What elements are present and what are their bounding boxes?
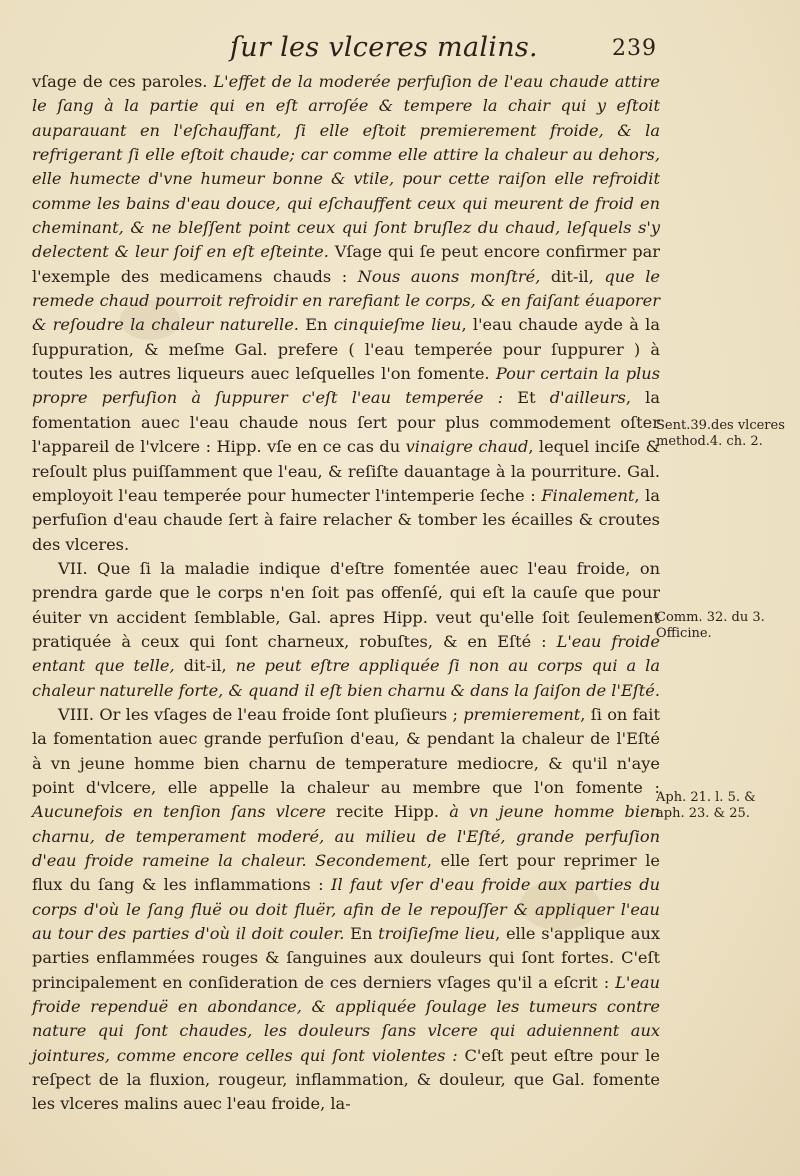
text-run: VIII. Or les vſages de l'eau froide ſont pluſieurs ; <box>58 704 464 724</box>
italic-run: Nous auons monſtré, <box>357 266 541 286</box>
italic-run: que le remede chaud pourroit refroidir en rarefiant le corps, & en faiſant éuaporer & reſoudre la chaleur naturelle. <box>32 266 660 335</box>
running-title: ſur les vlceres malins. <box>230 32 538 63</box>
italic-run: premierement <box>463 704 581 724</box>
italic-run: cinquieſme lieu <box>333 315 462 335</box>
margin-note: Sent.39.des vlceres method.4. ch. 2. <box>656 418 785 449</box>
text-run: , la fomentation auec l'eau chaude nous ſert pour plus commodement oſter l'appareil de l'vlcere : Hipp. vſe en ce cas du <box>32 388 660 457</box>
italic-run: vinaigre chaud <box>405 437 529 457</box>
text-run: En <box>298 315 334 335</box>
italic-run: troiſieſme lieu <box>378 924 496 944</box>
italic-run: L'eau froide entant que telle, <box>32 631 660 676</box>
text-run: , ſi on fait la fomentation auec grande perfuſion d'eau, & pendant la chaleur de l'Eſté à vn jeune homme bien charnu de temperature mediocre, & qu'il n'aye point d'vlcere, elle appelle la chaleur au membre que l'on fomente : <box>32 704 660 797</box>
italic-run: Il faut vſer d'eau froide aux parties du corps d'où le ſang fluë ou doit fluër, afin de le repouſſer & appliquer l'eau au tour des parties d'où il doit couler. <box>32 875 661 944</box>
paragraph <box>32 70 660 557</box>
text-run: recite Hipp. <box>325 802 450 822</box>
paragraph <box>32 557 660 703</box>
paragraph <box>32 703 660 1117</box>
body-text <box>32 70 660 1117</box>
italic-run: ne peut eſtre appliquée ſi non au corps qui a la chaleur naturelle forte, & quand il eſt bien charnu & dans la ſaiſon de l'Eſté. <box>32 656 660 700</box>
text-run: dit-il, <box>174 656 236 676</box>
text-run: , l'eau chaude ayde à la ſuppuration, & meſme Gal. prefere ( l'eau temperée pour ſuppurer ) à toutes les autres liqueurs auec leſquelles l'on fomente. <box>32 315 660 384</box>
italic-run: d'ailleurs <box>549 388 626 408</box>
margin-note: Comm. 32. du 3. Officine. <box>656 610 765 641</box>
text-run: Vſage qui ſe peut encore confirmer par l'exemple des medicamens chauds : <box>32 242 660 286</box>
text-run: , la perfuſion d'eau chaude ſert à faire relacher & tomber les écailles & croutes des vlceres. <box>32 485 660 554</box>
page-number: 239 <box>612 36 657 61</box>
italic-run: Aucunefois en tenſion ſans vlcere <box>32 802 326 822</box>
text-run: C'eſt peut eſtre pour le reſpect de la fluxion, rougeur, inflammation, & douleur, que Gal. fomente les vlceres malins auec l'eau froide, la- <box>32 1045 660 1114</box>
text-run: Et <box>503 388 550 408</box>
text-run: VII. Que ſi la maladie indique d'eſtre fomentée auec l'eau froide, on prendra garde que le corps n'en ſoit pas offenſé, qui eſt la cauſe que pour éuiter vn accident ſemblable, Gal. apres Hipp. veut qu'elle ſoit ſeulement pratiquée à ceux qui ſont charneux, robuſtes, & en Eſté : <box>32 558 660 651</box>
page-header <box>0 32 800 72</box>
text-run: , elle ſert pour reprimer le flux du ſang & les inflammations : <box>32 851 660 895</box>
text-run: , lequel inciſe & reſoult plus puiſſamment que l'eau, & reſiſte dauantage à la pourriture. Gal. employoit l'eau temperée pour humecter l'intemperie ſeche : <box>32 437 660 505</box>
text-run: En <box>344 924 379 944</box>
italic-run: Finalement <box>541 485 635 505</box>
italic-run: à vn jeune homme bien charnu, de temperament moderé, au milieu de l'Eſté, grande perfuſion d'eau froide rameine la chaleur. Secondement <box>32 802 661 870</box>
italic-run: Pour certain la plus propre perfuſion à ſuppurer c'eſt l'eau temperée : <box>32 364 660 408</box>
italic-run: L'effet de la moderée perfuſion de l'eau chaude attire le ſang à la partie qui en eſt arroſée & tempere la chair qui y eſtoit auparauant en l'eſchauffant, ſi elle eſtoit premierement froide, & la refrigerant ſi elle eſtoit chaude; car comme elle attire la chaleur au dehors, elle humecte d'vne humeur bonne & vtile, pour cette raiſon elle refroidit comme les bains d'eau douce, qui eſchauffent ceux qui meurent de froid en cheminant, & ne bleſſent point ceux qui ſont bruſlez du chaud, leſquels s'y delectent & leur ſoif en eſt eſteinte. <box>32 72 660 262</box>
italic-run: L'eau froide rependuë en abondance, & appliquée ſoulage les tumeurs contre nature qui ſont chaudes, les douleurs ſans vlcere qui aduiennent aux jointures, comme encore celles qui ſont violentes : <box>32 972 660 1065</box>
text-run: dit-il, <box>540 266 605 286</box>
text-run: vſage de ces paroles. <box>32 72 214 91</box>
text-run: , elle s'applique aux parties enflammées rouges & ſanguines aux douleurs qui ſont fortes. C'eſt principalement en conſideration de ces derniers vſages qu'il a eſcrit : <box>32 924 660 992</box>
margin-note: Aph. 21. l. 5. & aph. 23. & 25. <box>656 790 756 821</box>
